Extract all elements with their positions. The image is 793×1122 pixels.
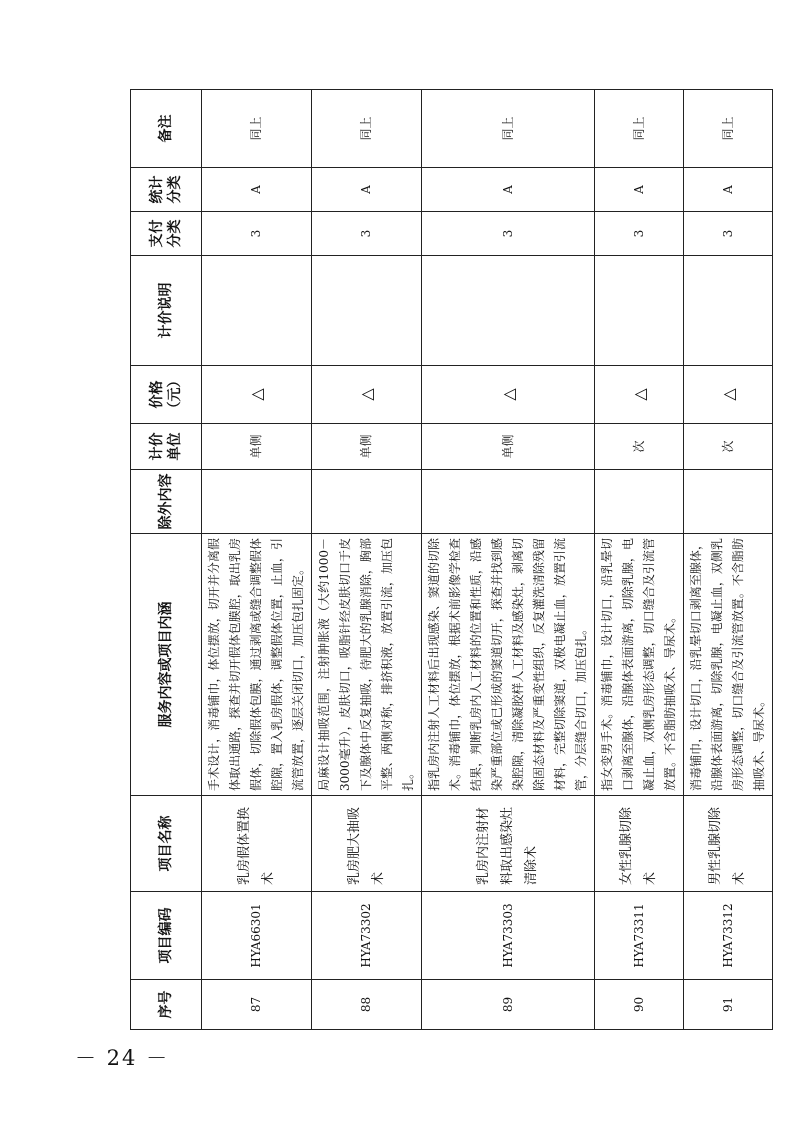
cell-payment: 3 xyxy=(595,212,684,256)
cell-stats: A xyxy=(595,168,684,212)
cell-content: 消毒铺巾，设计切口，沿乳晕切口剥离至腺体，沿腺体表面游离，切除乳腺，电凝止血，双侧乳房形态调整，切口缝合及引流管放置。不含脂肪抽吸术、导尿术。 xyxy=(684,534,773,796)
cell-price: △ xyxy=(202,366,312,424)
cell-payment: 3 xyxy=(312,212,422,256)
page-number: － 24 － xyxy=(75,1046,170,1070)
cell-seq: 88 xyxy=(312,980,422,1030)
cell-code: HYA73302 xyxy=(312,892,422,980)
cell-stats: A xyxy=(202,168,312,212)
cell-exclude xyxy=(684,470,773,534)
cell-remark: 同上 xyxy=(202,90,312,168)
cell-price: △ xyxy=(684,366,773,424)
cell-seq: 91 xyxy=(684,980,773,1030)
cell-content: 局麻设计抽吸范围，注射肿胀液（大约1000－3000毫升），皮肤切口，吸脂针经皮肤切口于皮下及腺体中反复抽吸，待肥大的乳腺消除，胸部平整、两侧对称，排挤积液，放置引流，加压包扎。 xyxy=(312,534,422,796)
cell-price: △ xyxy=(422,366,595,424)
header-remark: 备注 xyxy=(131,90,202,168)
cell-unit: 单侧 xyxy=(312,424,422,470)
cell-name: 乳房内注射材料取出感染灶清除术 xyxy=(422,796,595,892)
cell-code: HYA73312 xyxy=(684,892,773,980)
cell-code: HYA73311 xyxy=(595,892,684,980)
cell-price: △ xyxy=(595,366,684,424)
cell-payment: 3 xyxy=(684,212,773,256)
cell-name: 女性乳腺切除术 xyxy=(595,796,684,892)
cell-seq: 87 xyxy=(202,980,312,1030)
table-row xyxy=(684,90,773,1030)
header-price-note: 计价说明 xyxy=(131,256,202,366)
cell-stats: A xyxy=(312,168,422,212)
price-table xyxy=(130,89,773,1030)
cell-content: 指女变男手术。消毒铺巾，设计切口，沿乳晕切口剥离至腺体，沿腺体表面游离，切除乳腺，电凝止血，双侧乳房形态调整，切口缝合及引流管放置。不含脂肪抽吸术、导尿术。 xyxy=(595,534,684,796)
header-row xyxy=(131,90,202,1030)
table-row xyxy=(595,90,684,1030)
cell-exclude xyxy=(595,470,684,534)
cell-seq: 89 xyxy=(422,980,595,1030)
table-row xyxy=(312,90,422,1030)
cell-exclude xyxy=(202,470,312,534)
rotated-table-container xyxy=(130,90,766,1030)
cell-content: 手术设计，消毒铺巾，体位摆放，切开并分离假体取出通路，探查并切开假体包膜腔，取出乳房假体，切除假体包膜，通过剥离或缝合调整假体腔隙，置入乳房假体，调整假体位置，止血，引流管放置，逐层关闭切口，加压包扎固定。 xyxy=(202,534,312,796)
cell-remark: 同上 xyxy=(595,90,684,168)
cell-remark: 同上 xyxy=(312,90,422,168)
header-seq: 序号 xyxy=(131,980,202,1030)
cell-content: 指乳房内注射人工材料后出现感染、窦道的切除术。消毒铺巾，体位摆放，根据术前影像学检查结果，判断乳房内人工材料的位置和性质，沿感染严重部位或已形成的窦道切开，探查并找到感染腔隙，清除凝胶样人工材料及感染灶，剥离切除固态材料及严重变性组织，反复灌洗清除残留材料，完整切除窦道，双极电凝止血，放置引流管，分层缝合切口，加压包扎。 xyxy=(422,534,595,796)
cell-price: △ xyxy=(312,366,422,424)
cell-code: HYA73303 xyxy=(422,892,595,980)
header-exclude: 除外内容 xyxy=(131,470,202,534)
cell-remark: 同上 xyxy=(684,90,773,168)
cell-exclude xyxy=(312,470,422,534)
cell-payment: 3 xyxy=(202,212,312,256)
header-content: 服务内容或项目内涵 xyxy=(131,534,202,796)
cell-price-note xyxy=(595,256,684,366)
cell-price-note xyxy=(202,256,312,366)
header-code: 项目编码 xyxy=(131,892,202,980)
cell-remark: 同上 xyxy=(422,90,595,168)
header-stats: 统计 分类 xyxy=(131,168,202,212)
header-payment: 支付 分类 xyxy=(131,212,202,256)
cell-code: HYA66301 xyxy=(202,892,312,980)
header-name: 项目名称 xyxy=(131,796,202,892)
header-price: 价格 （元） xyxy=(131,366,202,424)
cell-price-note xyxy=(422,256,595,366)
header-unit: 计价 单位 xyxy=(131,424,202,470)
cell-name: 男性乳腺切除术 xyxy=(684,796,773,892)
cell-stats: A xyxy=(684,168,773,212)
cell-stats: A xyxy=(422,168,595,212)
cell-seq: 90 xyxy=(595,980,684,1030)
cell-unit: 次 xyxy=(684,424,773,470)
table-row xyxy=(202,90,312,1030)
cell-unit: 单侧 xyxy=(422,424,595,470)
cell-price-note xyxy=(684,256,773,366)
cell-exclude xyxy=(422,470,595,534)
cell-name: 乳房肥大抽吸术 xyxy=(312,796,422,892)
table-row xyxy=(422,90,595,1030)
cell-price-note xyxy=(312,256,422,366)
cell-name: 乳房假体置换术 xyxy=(202,796,312,892)
cell-unit: 单侧 xyxy=(202,424,312,470)
cell-payment: 3 xyxy=(422,212,595,256)
cell-unit: 次 xyxy=(595,424,684,470)
